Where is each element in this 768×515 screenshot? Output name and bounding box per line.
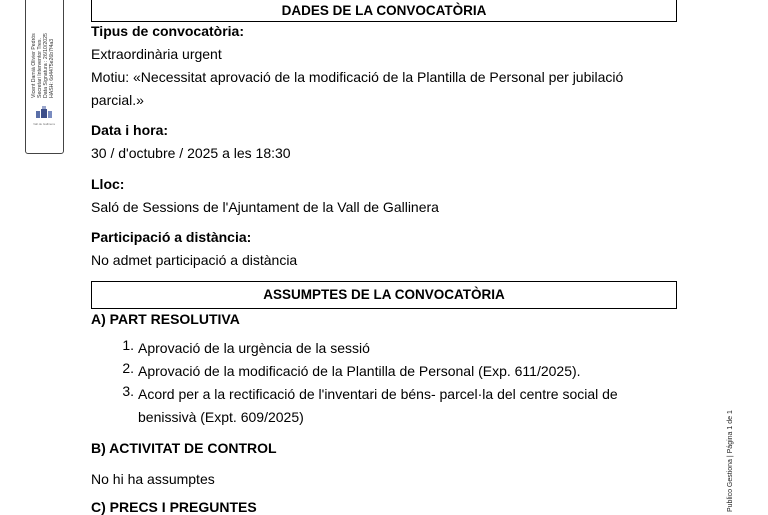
stamp-caption: Vall de Gallinera bbox=[33, 123, 55, 126]
section-a-heading: A) PART RESOLUTIVA bbox=[91, 311, 240, 327]
item-text-line-1: Acord per a la rectificació de l'inventari de béns- parcel·la del centre social de bbox=[138, 386, 618, 402]
municipal-seal-icon bbox=[35, 106, 53, 120]
item-number: 2. bbox=[122, 360, 134, 376]
motive-line-2: parcial.» bbox=[91, 92, 144, 108]
remote-label: Participació a distància: bbox=[91, 229, 252, 245]
type-label: Tipus de convocatòria: bbox=[91, 23, 244, 39]
agenda-header: ASSUMPTES DE LA CONVOCATÒRIA bbox=[91, 281, 677, 309]
place-value: Saló de Sessions de l'Ajuntament de la Vall de Gallinera bbox=[91, 199, 439, 215]
datetime-value: 30 / d'octubre / 2025 a les 18:30 bbox=[91, 145, 291, 161]
stamp-line-4: HASH: 6d4475e26b7f4a3 bbox=[49, 38, 55, 98]
item-number: 1. bbox=[122, 337, 134, 353]
signature-stamp-text bbox=[29, 0, 57, 100]
stamp-line-1: Vicent Damià Olivier Pedrós bbox=[31, 33, 37, 98]
item-text-line-2: benissivà (Expt. 609/2025) bbox=[138, 409, 304, 425]
page-footer-vertical: Publico Gestiona | Página 1 de 1 bbox=[727, 410, 734, 512]
place-label: Lloc: bbox=[91, 176, 125, 192]
section-c-heading: C) PRECS I PREGUNTES bbox=[91, 499, 257, 515]
convocation-data-header: DADES DE LA CONVOCATÒRIA bbox=[91, 0, 677, 22]
section-b-heading: B) ACTIVITAT DE CONTROL bbox=[91, 440, 277, 456]
motive-line-1: Motiu: «Necessitat aprovació de la modificació de la Plantilla de Personal per jubilació bbox=[91, 69, 624, 85]
section-b-text: No hi ha assumptes bbox=[91, 471, 215, 487]
type-value: Extraordinària urgent bbox=[91, 46, 222, 62]
stamp-line-3: Data Signatura : 26/10/2025 bbox=[43, 33, 49, 98]
datetime-label: Data i hora: bbox=[91, 122, 169, 138]
remote-value: No admet participació a distància bbox=[91, 252, 298, 268]
item-text: Aprovació de la modificació de la Plantilla de Personal (Exp. 611/2025). bbox=[138, 363, 581, 379]
item-number: 3. bbox=[122, 383, 134, 399]
stamp-line-2: Secretari Interventor Tres. bbox=[37, 38, 43, 98]
item-text: Aprovació de la urgència de la sessió bbox=[138, 340, 370, 356]
